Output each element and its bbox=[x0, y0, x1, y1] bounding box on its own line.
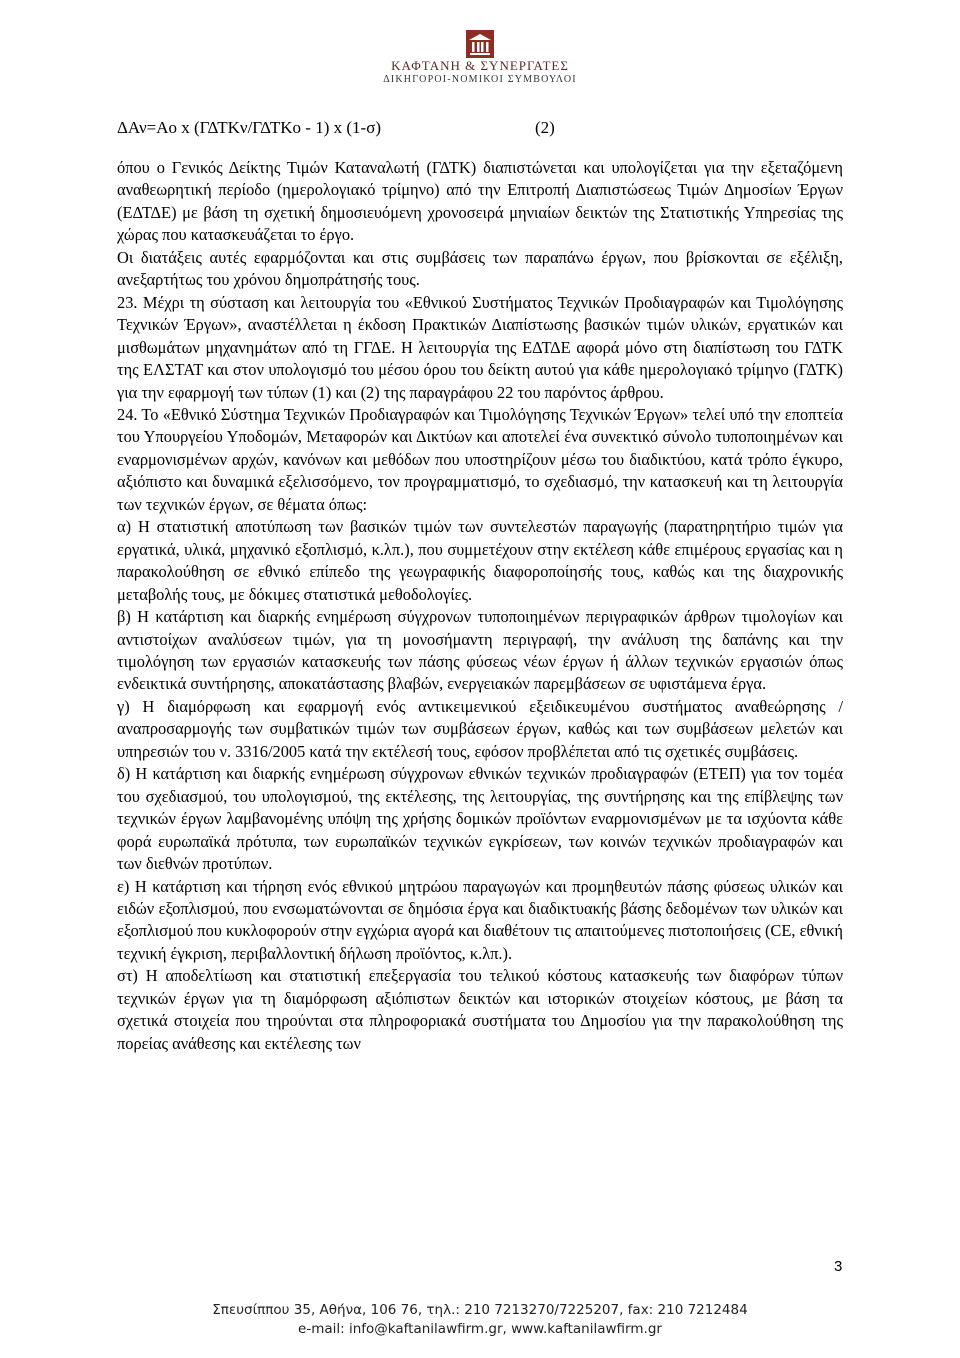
paragraph: όπου ο Γενικός Δείκτης Τιμών Καταναλωτή (ΓΔΤΚ) διαπιστώνεται και υπολογίζεται για την εξεταζόμενη αναθεωρητική περίοδο (ημερολογιακό τρίμηνο) από την Επιτροπή Διαπιστώσεως Τιμών Δημοσίων Έργων (ΕΔΤΔΕ) με βάση τη σχετική δημοσιευόμενη χρονοσειρά μηνιαίων δεικτών της Στατιστικής Υπηρεσίας της χώρας που κατασκευάζεται το έργο. bbox=[117, 158, 843, 245]
footer-contact: e-mail: info@kaftanilawfirm.gr, www.kaftanilawfirm.gr bbox=[298, 1321, 662, 1337]
formula-number: (2) bbox=[535, 118, 555, 137]
paragraph: Οι διατάξεις αυτές εφαρμόζονται και στις συμβάσεις των παραπάνω έργων, που βρίσκονται σε εξέλιξη, ανεξαρτήτως του χρόνου δημοπράτησής τους. bbox=[117, 247, 843, 290]
paragraph: β) Η κατάρτιση και διαρκής ενημέρωση σύγχρονων τυποποιημένων περιγραφικών άρθρων τιμολογίων και αντιστοίχων αναλύσεων τιμών, για τη μονοσήμαντη περιγραφή, την ανάλυση της δαπάνης και την τιμολόγηση των εργασιών κατασκευής των πάσης φύσεως νέων έργων ή άλλων τεχνικών εργασιών όπως ενδεικτικά συντήρησης, αποκατάστασης βλαβών, ενεργειακών παρεμβάσεων σε υφιστάμενα έργα. bbox=[117, 607, 843, 694]
paragraph: α) Η στατιστική αποτύπωση των βασικών τιμών των συντελεστών παραγωγής (παρατηρητήριο τιμών για εργατικά, υλικά, μηχανικό εξοπλισμό, κ.λπ.), που συμμετέχουν στην εκτέλεση κάθε επιμέρους εργασίας και η παρακολούθηση σε εθνικό επίπεδο της γεωγραφικής διαφοροποίησής τους, καθώς και της διαχρονικής μεταβολής τους, με δόκιμες στατιστικά μεθοδολογίες. bbox=[117, 517, 843, 604]
paragraph: ε) Η κατάρτιση και τήρηση ενός εθνικού μητρώου παραγωγών και προμηθευτών πάσης φύσεως υλικών και ειδών εξοπλισμού, που ενσωματώνονται σε δημόσια έργα και διαδικτυακής βάσης δεδομένων των υλικών και εξοπλισμού που κυκλοφορούν στην εγχώρια αγορά και διαθέτουν τις απαιτούμενες πιστοποιήσεις (CE, εθνική τεχνική έγκριση, περιβαλλοντική δήλωση προϊόντος, κ.λπ.). bbox=[117, 876, 843, 963]
paragraph: στ) Η αποδελτίωση και στατιστική επεξεργασία του τελικού κόστους κατασκευής των διαφόρων τύπων τεχνικών έργων για τη διαμόρφωση αξιόπιστων δεικτών και ιστορικών στοιχείων κόστους, με βάση τα σχετικά στοιχεία που τηρούνται στα πληροφοριακά συστήματα του Δημοσίου για την παρακολούθηση της πορείας ανάθεσης και εκτέλεσης των bbox=[117, 966, 843, 1053]
paragraph: γ) Η διαμόρφωση και εφαρμογή ενός αντικειμενικού εξειδικευμένου συστήματος αναθεώρησης /αναπροσαρμογής των συμβατικών τιμών των συμβάσεων έργων, καθώς και των συμβάσεων μελετών και υπηρεσιών του ν. 3316/2005 κατά την εκτέλεσή τους, εφόσον προβλέπεται από τις σχετικές συμβάσεις. bbox=[117, 696, 843, 761]
firm-subtitle: ΔΙΚΗΓΟΡΟΙ-ΝΟΜΙΚΟΙ ΣΥΜΒΟΥΛΟΙ bbox=[383, 74, 577, 85]
paragraph: 23. Μέχρι τη σύσταση και λειτουργία του «Εθνικού Συστήματος Τεχνικών Προδιαγραφών και Τιμολόγησης Τεχνικών Έργων», αναστέλλεται η έκδοση Πρακτικών Διαπίστωσης βασικών τιμών υλικών, εργατικών και μισθωμάτων μηχανημάτων από τη ΓΓΔΕ. Η λειτουργία της ΕΔΤΔΕ αφορά μόνο στη διαπίστωση του ΓΔΤΚ της ΕΛΣΤΑΤ και στον υπολογισμό του μέσου όρου του δείκτη αυτού για κάθε ημερολογιακό τρίμηνο (ΓΔΤΚ) για την εφαρμογή των τύπων (1) και (2) της παραγράφου 22 του παρόντος άρθρου. bbox=[117, 292, 843, 402]
page-number: 3 bbox=[834, 1258, 843, 1275]
formula-text: ΔΑν=Αο x (ΓΔΤΚν/ΓΔΤΚο - 1) x (1-σ) bbox=[117, 118, 382, 137]
footer bbox=[0, 1301, 960, 1339]
paragraph: δ) Η κατάρτιση και διαρκής ενημέρωση σύγχρονων εθνικών τεχνικών προδιαγραφών (ΕΤΕΠ) για τον τομέα του σχεδιασμού, του υπολογισμού, της εκτέλεσης, της λειτουργίας, της συντήρησης και της επίβλεψης των τεχνικών έργων λαμβανομένης υπόψη της χρήσης δομικών προϊόντων εναρμονισμένων με τα ισχύοντα κάθε φορά ευρωπαϊκά πρότυπα, των ευρωπαϊκών τεχνικών εγκρίσεων, των κοινών τεχνικών προδιαγραφών και των διεθνών προτύπων. bbox=[117, 764, 843, 874]
paragraph: 24. Το «Εθνικό Σύστημα Τεχνικών Προδιαγραφών και Τιμολόγησης Τεχνικών Έργων» τελεί υπό την εποπτεία του Υπουργείου Υποδομών, Μεταφορών και Δικτύων και αποτελεί ένα συνεκτικό σύνολο τυποποιημένων και εναρμονισμένων αρχών, κανόνων και μεθόδων που υποστηρίζουν μέσω του διαδικτύου, κατά τρόπο έγκυρο, αξιόπιστο και δυναμικά εξελισσόμενο, τον προγραμματισμό, το σχεδιασμό, την κατασκευή και τη λειτουργία των τεχνικών έργων, σε θέματα όπως: bbox=[117, 404, 843, 514]
firm-name: ΚΑΦΤΑΝΗ & ΣΥΝΕΡΓΑΤΕΣ bbox=[391, 58, 569, 73]
building-columns-icon bbox=[466, 30, 494, 58]
letterhead bbox=[0, 30, 960, 85]
footer-address: Σπευσίππου 35, Αθήνα, 106 76, τηλ.: 210 7213270/7225207, fax: 210 7212484 bbox=[212, 1302, 748, 1318]
formula-line bbox=[117, 118, 555, 138]
document-body bbox=[117, 157, 843, 1055]
